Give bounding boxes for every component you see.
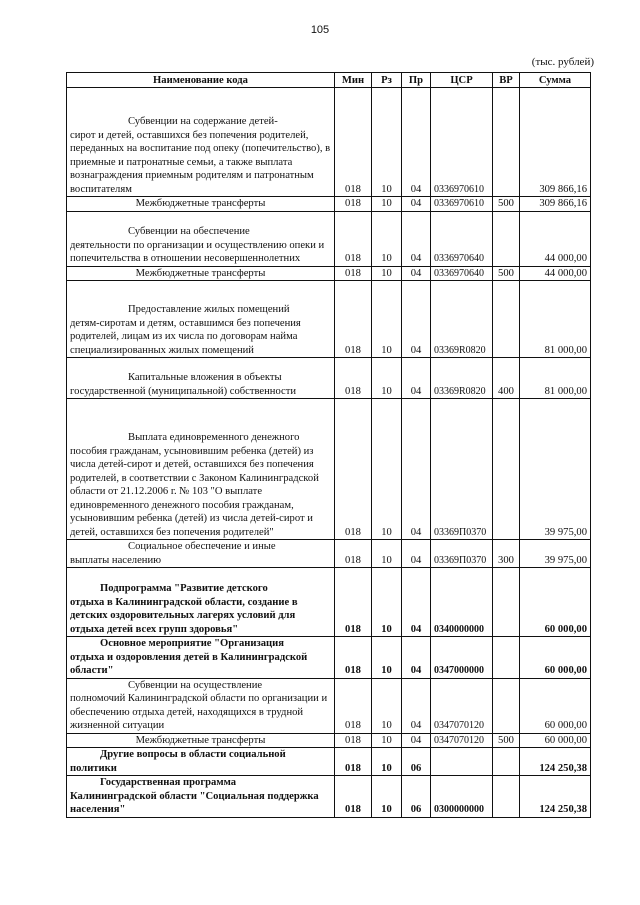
row-csr: 0340000000 [431,568,493,637]
row-pr: 04 [402,266,431,281]
row-rz: 10 [372,266,402,281]
row-min: 018 [335,281,372,358]
row-name: Предоставление жилых помещений детям-сиротам и детям, оставшимся без попечения родителей, лицам из их числа по договорам найма специализированных жилых помещений [67,281,335,358]
row-sum: 309 866,16 [520,88,591,197]
row-sum: 60 000,00 [520,733,591,748]
row-pr: 04 [402,568,431,637]
row-vr: 400 [493,358,520,399]
row-rz: 10 [372,568,402,637]
row-min: 018 [335,678,372,733]
header-min: Мин [335,73,372,88]
table-row [67,358,591,399]
row-pr: 04 [402,197,431,212]
row-sum: 81 000,00 [520,358,591,399]
header-vr: ВР [493,73,520,88]
row-sum: 39 975,00 [520,399,591,540]
row-pr: 04 [402,88,431,197]
row-pr: 04 [402,281,431,358]
table-row [67,211,591,266]
row-vr [493,281,520,358]
row-csr: 0336970640 [431,211,493,266]
row-sum: 81 000,00 [520,281,591,358]
row-vr [493,637,520,679]
row-name: Выплата единовременного денежного пособия гражданам, усыновившим ребенка (детей) из числа детей-сирот и детей, оставшихся без попечения родителей, в соответствии с Законом Калининградской области от 21.12.2006 г. № 103 "О выплате единовременного денежного пособия гражданам, усыновившим ребенка (детей) из числа детей-сирот и детей, оставшихся без попечения родителей" [67,399,335,540]
row-name: Межбюджетные трансферты [67,266,335,281]
row-vr [493,748,520,776]
row-name: Межбюджетные трансферты [67,197,335,212]
table-row [67,266,591,281]
row-vr: 300 [493,540,520,568]
row-csr: 0300000000 [431,776,493,818]
row-min: 018 [335,776,372,818]
row-rz: 10 [372,678,402,733]
row-sum: 44 000,00 [520,211,591,266]
row-pr: 04 [402,358,431,399]
row-csr: 0336970610 [431,197,493,212]
table-row [67,197,591,212]
row-pr: 04 [402,399,431,540]
row-name: Государственная программа Калининградской области "Социальная поддержка населения" [67,776,335,818]
row-min: 018 [335,358,372,399]
row-sum: 39 975,00 [520,540,591,568]
row-csr: 0336970610 [431,88,493,197]
row-csr: 0347000000 [431,637,493,679]
row-min: 018 [335,88,372,197]
table-row [67,733,591,748]
row-sum: 44 000,00 [520,266,591,281]
table-row [67,637,591,679]
row-rz: 10 [372,197,402,212]
page-number: 105 [310,24,330,36]
row-rz: 10 [372,748,402,776]
row-csr: 0336970640 [431,266,493,281]
table-row [67,748,591,776]
table-row [67,568,591,637]
row-min: 018 [335,211,372,266]
row-name: Другие вопросы в области социальной политики [67,748,335,776]
header-pr: Пр [402,73,431,88]
row-rz: 10 [372,399,402,540]
row-sum: 60 000,00 [520,678,591,733]
row-sum: 124 250,38 [520,776,591,818]
row-pr: 04 [402,211,431,266]
table-row [67,88,591,197]
row-csr: 0347070120 [431,678,493,733]
row-name: Социальное обеспечение и иные выплаты населению [67,540,335,568]
row-name: Субвенции на содержание детей- сирот и детей, оставшихся без попечения родителей, переданных на воспитание под опеку (попечительство), в приемные и патронатные семьи, а также выплата вознаграждения приемным родителям и патронатным воспитателям [67,88,335,197]
header-csr: ЦСР [431,73,493,88]
row-rz: 10 [372,637,402,679]
row-vr [493,568,520,637]
row-rz: 10 [372,88,402,197]
row-vr: 500 [493,733,520,748]
row-vr: 500 [493,266,520,281]
row-min: 018 [335,540,372,568]
row-pr: 06 [402,748,431,776]
header-rz: Рз [372,73,402,88]
row-pr: 04 [402,733,431,748]
row-csr: 03369R0820 [431,281,493,358]
row-csr [431,748,493,776]
row-csr: 03369П0370 [431,399,493,540]
row-sum: 309 866,16 [520,197,591,212]
row-name: Основное мероприятие "Организация отдыха и оздоровления детей в Калининградской области" [67,637,335,679]
row-csr: 03369R0820 [431,358,493,399]
row-min: 018 [335,637,372,679]
row-name: Капитальные вложения в объекты государственной (муниципальной) собственности [67,358,335,399]
row-vr [493,399,520,540]
header-sum: Сумма [520,73,591,88]
header-name: Наименование кода [67,73,335,88]
row-pr: 04 [402,540,431,568]
row-pr: 04 [402,637,431,679]
table-row [67,399,591,540]
row-sum: 60 000,00 [520,637,591,679]
row-rz: 10 [372,211,402,266]
table-row [67,678,591,733]
row-rz: 10 [372,540,402,568]
row-sum: 124 250,38 [520,748,591,776]
row-csr: 0347070120 [431,733,493,748]
row-name: Субвенции на осуществление полномочий Калининградской области по организации и обеспечению отдыха детей, находящихся в трудной жизненной ситуации [67,678,335,733]
row-vr: 500 [493,197,520,212]
row-min: 018 [335,733,372,748]
row-vr [493,88,520,197]
row-min: 018 [335,266,372,281]
row-csr: 03369П0370 [431,540,493,568]
table-row [67,776,591,818]
budget-table [66,72,591,818]
row-rz: 10 [372,358,402,399]
row-pr: 06 [402,776,431,818]
row-min: 018 [335,399,372,540]
row-name: Подпрограмма "Развитие детского отдыха в Калининградской области, создание в детских оздоровительных лагерях условий для отдыха детей всех групп здоровья" [67,568,335,637]
row-rz: 10 [372,733,402,748]
row-rz: 10 [372,776,402,818]
row-vr [493,776,520,818]
row-name: Межбюджетные трансферты [67,733,335,748]
row-vr [493,211,520,266]
row-name: Субвенции на обеспечение деятельности по организации и осуществлению опеки и попечительства в отношении несовершеннолетних [67,211,335,266]
table-row [67,540,591,568]
row-min: 018 [335,568,372,637]
row-min: 018 [335,748,372,776]
row-min: 018 [335,197,372,212]
table-row [67,281,591,358]
row-sum: 60 000,00 [520,568,591,637]
row-rz: 10 [372,281,402,358]
row-pr: 04 [402,678,431,733]
table-header-row [67,73,591,88]
units-note: (тыс. рублей) [531,56,594,68]
row-vr [493,678,520,733]
